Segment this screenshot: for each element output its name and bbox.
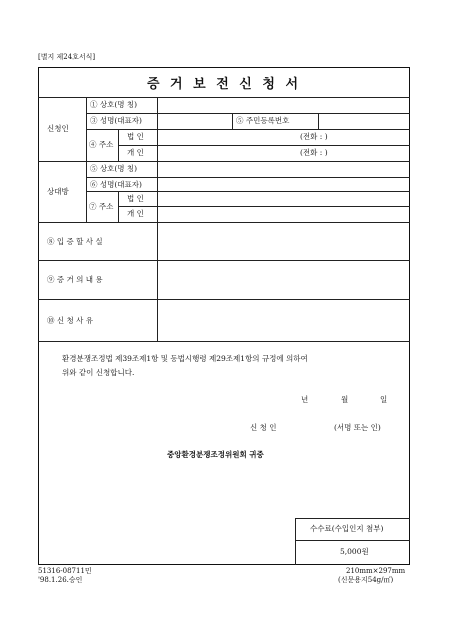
applicant-corp-label: 법 인 bbox=[127, 132, 144, 141]
statement-line-1: 환경분쟁조정법 제39조제1항 및 동법시행령 제29조제1항의 규정에 의하여 bbox=[62, 354, 308, 363]
divider bbox=[38, 260, 410, 261]
divider bbox=[38, 341, 410, 342]
fee-value: 5,000원 bbox=[340, 547, 369, 556]
divider bbox=[118, 145, 410, 146]
footer-paper-size: 210mm×297mm bbox=[346, 567, 406, 575]
form-title: 증 거 보 전 신 청 서 bbox=[146, 76, 302, 92]
divider bbox=[157, 97, 158, 341]
respondent-address-label: ⑦ 주소 bbox=[89, 202, 114, 211]
date-month: 월 bbox=[341, 395, 349, 404]
signer-label: 신 청 인 bbox=[250, 423, 277, 432]
footer-paper-type: (신문용지54g/㎡) bbox=[338, 576, 394, 584]
divider bbox=[38, 222, 410, 223]
reason-label: ⑩ 신 청 사 유 bbox=[47, 316, 94, 325]
date-year: 년 bbox=[301, 395, 309, 404]
footer-approval: '98.1.26.승인 bbox=[38, 576, 83, 584]
respondent-rep-label: ⑥ 성명(대표자) bbox=[90, 180, 142, 189]
respondent-name-label: ⑤ 상호(명 칭) bbox=[90, 164, 138, 173]
applicant-id-label: ⑤ 주민등록번호 bbox=[236, 116, 290, 125]
divider bbox=[38, 97, 410, 98]
recipient: 중앙환경분쟁조정위원회 귀중 bbox=[167, 450, 264, 459]
applicant-group-label: 신청인 bbox=[47, 124, 69, 133]
divider bbox=[318, 113, 319, 129]
divider bbox=[86, 97, 87, 222]
statement-line-2: 위와 같이 신청합니다. bbox=[62, 368, 135, 377]
applicant-rep-label: ③ 성명(대표자) bbox=[90, 116, 142, 125]
form-number: [별지 제24호서식] bbox=[38, 53, 96, 61]
divider bbox=[86, 177, 410, 178]
divider bbox=[86, 113, 410, 114]
respondent-indiv-label: 개 인 bbox=[127, 209, 144, 218]
fee-label: 수수료(수입인지 첨부) bbox=[310, 524, 384, 533]
respondent-corp-label: 법 인 bbox=[127, 194, 144, 203]
divider bbox=[118, 191, 119, 222]
divider bbox=[295, 518, 410, 519]
divider bbox=[295, 518, 296, 565]
date-day: 일 bbox=[380, 395, 388, 404]
respondent-group-label: 상대방 bbox=[47, 187, 69, 196]
applicant-indiv-label: 개 인 bbox=[127, 148, 144, 157]
divider bbox=[118, 129, 119, 161]
divider bbox=[232, 113, 233, 129]
applicant-phone-corp: (전화 : ) bbox=[300, 132, 328, 141]
applicant-name-label: ① 상호(명 칭) bbox=[90, 100, 138, 109]
footer-code: 51316-08711민 bbox=[38, 567, 92, 575]
divider bbox=[38, 161, 410, 162]
divider bbox=[295, 540, 410, 541]
divider bbox=[118, 206, 410, 207]
divider bbox=[86, 129, 410, 130]
signature-note: (서명 또는 인) bbox=[334, 423, 381, 432]
divider bbox=[86, 191, 410, 192]
applicant-phone-indiv: (전화 : ) bbox=[300, 148, 328, 157]
evidence-label: ⑨ 증 거 의 내 용 bbox=[47, 275, 103, 284]
fact-label: ⑧ 입 증 할 사 실 bbox=[47, 237, 103, 246]
divider bbox=[38, 299, 410, 300]
applicant-address-label: ④ 주소 bbox=[89, 140, 114, 149]
